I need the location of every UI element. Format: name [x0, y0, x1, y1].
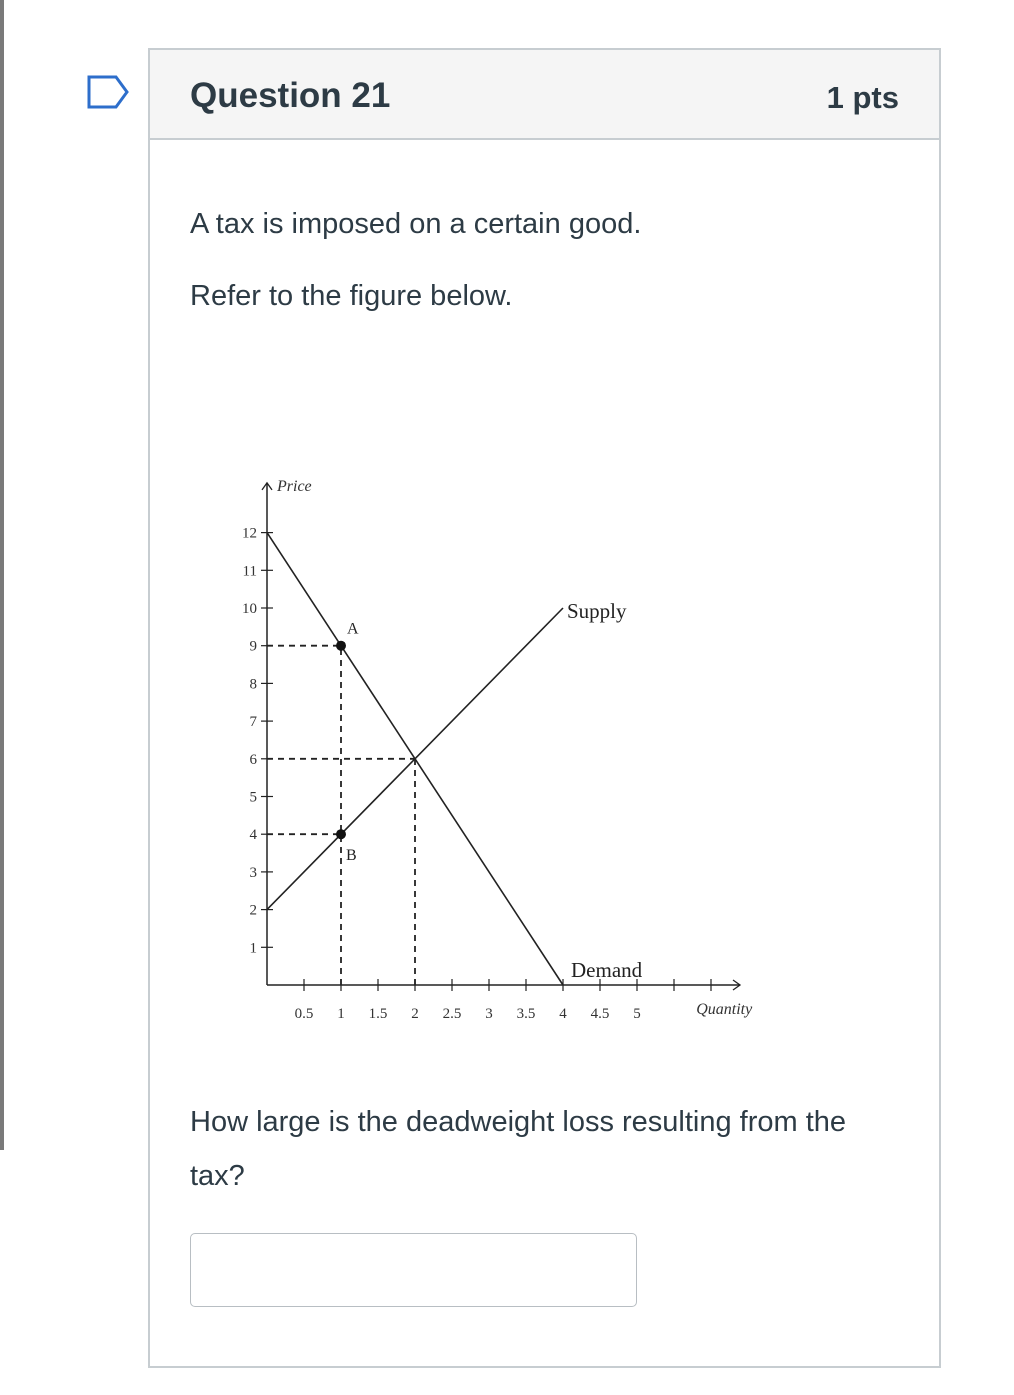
- y-tick-label: 4: [249, 827, 257, 844]
- x-tick-label: 3: [485, 1006, 493, 1022]
- supply-label: Supply: [567, 599, 627, 623]
- question-points: 1 pts: [826, 80, 899, 115]
- y-tick-label: 5: [249, 789, 257, 806]
- window-edge: [0, 0, 4, 1150]
- x-tick-label: 0.5: [294, 1006, 314, 1022]
- question-text-line2: Refer to the figure below.: [190, 280, 513, 312]
- question-text-line1: A tax is imposed on a certain good.: [190, 208, 642, 240]
- question-prompt: How large is the deadweight loss resulting from the tax?: [190, 1106, 847, 1192]
- y-tick-label: 12: [242, 525, 257, 542]
- y-tick-label: 1: [249, 940, 257, 957]
- x-tick-label: 5: [633, 1006, 641, 1022]
- y-tick-label: 11: [242, 563, 257, 580]
- supply-demand-chart: [150, 50, 939, 1050]
- x-tick-label: 3.5: [516, 1006, 536, 1022]
- point-label-b: B: [346, 847, 357, 865]
- y-tick-label: 9: [249, 638, 257, 655]
- x-axis-label: Quantity: [696, 1001, 753, 1018]
- x-tick-label: 1.5: [368, 1006, 388, 1022]
- question-card: [148, 48, 941, 1368]
- y-tick-label: 8: [249, 676, 257, 693]
- demand-label: Demand: [571, 958, 643, 982]
- y-axis-label: Price: [277, 477, 312, 495]
- x-tick-label: 1: [337, 1006, 345, 1022]
- point-a: [336, 641, 346, 651]
- x-tick-label: 4.5: [590, 1006, 610, 1022]
- y-tick-label: 6: [249, 751, 257, 768]
- point-label-a: A: [347, 620, 359, 638]
- y-tick-label: 3: [249, 864, 257, 881]
- bookmark-flag-icon[interactable]: [86, 74, 130, 110]
- y-tick-label: 10: [242, 601, 257, 617]
- x-tick-label: 2: [411, 1006, 419, 1022]
- y-tick-label: 2: [249, 902, 257, 919]
- y-tick-label: 7: [249, 714, 257, 731]
- x-tick-label: 2.5: [442, 1006, 462, 1022]
- point-b: [336, 829, 346, 839]
- x-tick-label: 4: [559, 1006, 567, 1022]
- answer-input[interactable]: [190, 1233, 637, 1307]
- question-title: Question 21: [190, 76, 391, 115]
